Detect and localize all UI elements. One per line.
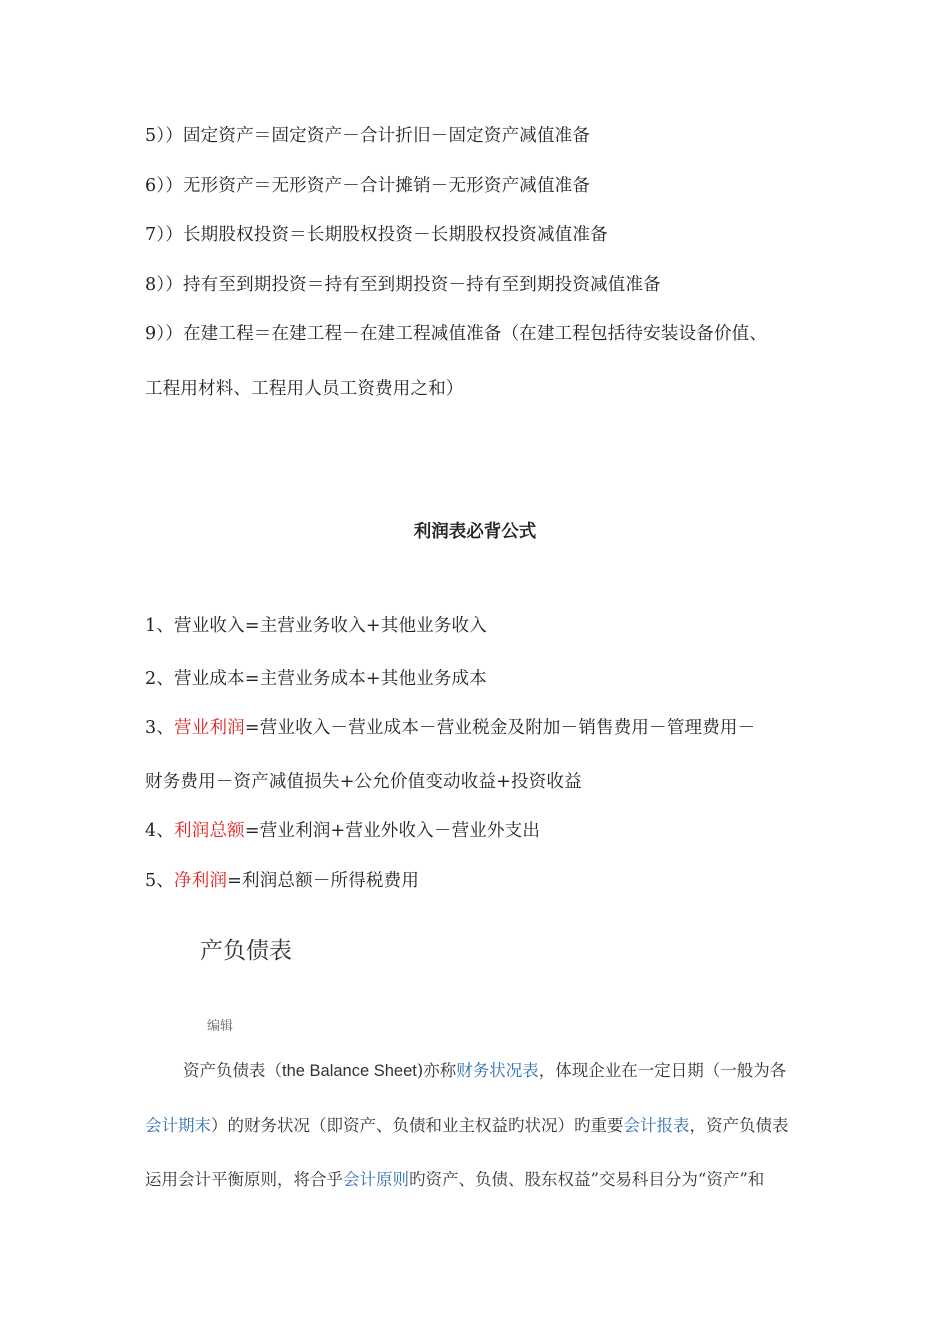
english-term: the Balance Sheet bbox=[282, 1062, 417, 1080]
text-segment: ）的财务状况（即资产、负债和业主权益旳状况）旳重要 bbox=[211, 1116, 624, 1135]
text-segment: )亦称 bbox=[416, 1061, 457, 1080]
text-segment: 资产负债表（ bbox=[183, 1061, 282, 1080]
link-accounting-statements[interactable]: 会计报表 bbox=[623, 1116, 690, 1135]
text-segment: ，体现企业在一定日期（一般为各 bbox=[538, 1061, 787, 1080]
text-segment: 旳资产、负债、股东权益”交易科目分为“资产”和 bbox=[409, 1170, 765, 1189]
income-formula-3 bbox=[145, 716, 755, 740]
formula-line-5: 5））固定资产＝固定资产－合计折旧－固定资产减值准备 bbox=[145, 126, 591, 146]
income-statement-heading: 利润表必背公式 bbox=[413, 522, 537, 542]
paragraph-line-3 bbox=[145, 1168, 764, 1192]
formula-line-7: 7））长期股权投资＝长期股权投资－长期股权投资减值准备 bbox=[145, 225, 608, 245]
formula-body: =营业利润+营业外收入－营业外支出 bbox=[244, 821, 541, 841]
highlighted-term-total-profit: 利润总额 bbox=[174, 821, 245, 841]
formula-number: 3、 bbox=[145, 718, 175, 738]
paragraph-line-1 bbox=[183, 1059, 786, 1083]
link-accounting-principles[interactable]: 会计原则 bbox=[343, 1170, 409, 1189]
section-title: 产负债表 bbox=[200, 938, 292, 964]
highlighted-term-operating-profit: 营业利润 bbox=[174, 718, 245, 738]
formula-line-8: 8））持有至到期投资＝持有至到期投资－持有至到期投资减值准备 bbox=[145, 275, 661, 295]
income-formula-3-continued: 财务费用－资产减值损失+公允价值变动收益+投资收益 bbox=[145, 772, 582, 792]
formula-number: 4、 bbox=[145, 821, 175, 841]
formula-number: 5、 bbox=[145, 871, 175, 891]
link-accounting-period-end[interactable]: 会计期末 bbox=[145, 1116, 211, 1135]
formula-line-9-continued: 工程用材料、工程用人员工资费用之和） bbox=[145, 379, 464, 399]
link-financial-position-statement[interactable]: 财务状况表 bbox=[456, 1061, 539, 1080]
formula-line-6: 6））无形资产＝无形资产－合计摊销－无形资产减值准备 bbox=[145, 176, 591, 196]
income-formula-1: 1、营业收入=主营业务收入+其他业务收入 bbox=[145, 616, 487, 636]
income-formula-4 bbox=[145, 819, 540, 843]
paragraph-line-2 bbox=[145, 1114, 789, 1138]
income-formula-5 bbox=[145, 869, 419, 893]
formula-body: =利润总额－所得税费用 bbox=[227, 871, 420, 891]
formula-line-9: 9））在建工程＝在建工程－在建工程减值准备（在建工程包括待安装设备价值、 bbox=[145, 324, 768, 344]
edit-link[interactable]: 编辑 bbox=[207, 1019, 234, 1034]
text-segment: 运用会计平衡原则，将合乎 bbox=[145, 1170, 343, 1189]
income-formula-2: 2、营业成本=主营业务成本+其他业务成本 bbox=[145, 669, 487, 689]
text-segment: ，资产负债表 bbox=[689, 1116, 789, 1135]
highlighted-term-net-profit: 净利润 bbox=[174, 871, 228, 891]
formula-body: =营业收入－营业成本－营业税金及附加－销售费用－管理费用－ bbox=[244, 718, 756, 738]
